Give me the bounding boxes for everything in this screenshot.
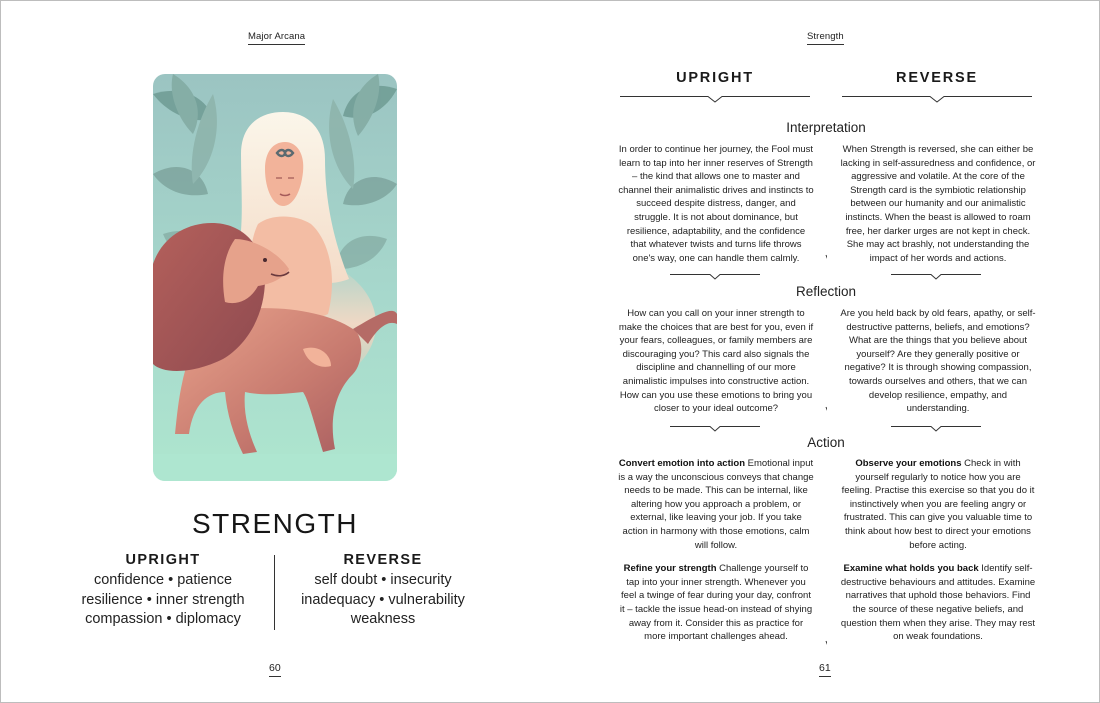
summary-upright-line: resilience • inner strength — [81, 591, 245, 608]
running-head-right: Strength — [807, 31, 844, 45]
page-number-left: 60 — [269, 662, 281, 677]
summary-reverse-heading: REVERSE — [343, 552, 423, 568]
reflection-upright-text: How can you call on your inner strength to make the choices that are best for you, even if your fears, colleagues, or family members are discouraging you? This card also signals the discipline and channelling of our more animalistic impulses into constructive action. How can you use these emotions to bring you closer to your ideal outcome? — [618, 308, 814, 415]
card-title: STRENGTH — [192, 508, 358, 539]
upright-heading-rule — [620, 92, 810, 104]
reflection-rule-upright — [670, 423, 760, 433]
page-number-right: 61 — [819, 662, 831, 677]
section-title-reflection: Reflection — [795, 284, 857, 299]
summary-reverse-line: inadequacy • vulnerability — [301, 591, 465, 608]
action-upright-text — [618, 457, 814, 654]
section-title-action: Action — [807, 435, 845, 450]
interpretation-upright-text: In order to continue her journey, the Fool must learn to tap into her inner reserves of Strength – the kind that allows one to master and channel their animalistic drives and instincts to succeed despite distress, danger, and struggle. It is not about dominance, but resilience, adaptability, and the confidence that whatever twists and turns life throws one's way, one can handle them calmly. — [618, 144, 814, 264]
action-lead: Examine what holds you back — [843, 563, 979, 575]
action-reverse-text — [840, 457, 1036, 654]
action-body: Check in with yourself regularly to notice how you are feeling. Practise this exercise so that you do it instinctively when you are feeling angry or frustrated. This can give you valuable time to think about how best to direct your emotions before acting. — [841, 458, 1035, 551]
action-body: Challenge yourself to tap into your inner strength. Whenever you feel a twinge of fear during your day, confront it – tackle the issue head-on instead of shying away from it. Consider this as practice for more important challenges ahead. — [619, 563, 813, 643]
column-heading-upright: UPRIGHT — [676, 70, 754, 86]
summary-upright-line: compassion • diplomacy — [85, 611, 241, 627]
summary-reverse — [290, 552, 476, 630]
action-divider — [825, 460, 827, 648]
action-paragraph — [618, 562, 814, 644]
interpretation-rule-reverse — [891, 271, 981, 281]
interpretation-divider — [825, 146, 827, 262]
column-heading-reverse: REVERSE — [896, 70, 978, 86]
reflection-rule-reverse — [891, 423, 981, 433]
summary-reverse-line: weakness — [350, 611, 416, 627]
interpretation-reverse-text: When Strength is reversed, she can either be lacking in self-assuredness and confidence, or aggressive and volatile. At the core of the Strength card is the symbiotic relationship between our humanity and our animalistic instincts. When the beast is allowed to roam free, her darker urges are not kept in check. She may act brashly, not understanding the impact of her words and actions. — [840, 144, 1036, 264]
summary-divider — [274, 555, 275, 630]
summary-upright-heading: UPRIGHT — [125, 552, 201, 568]
action-paragraph — [840, 457, 1036, 552]
action-paragraph — [840, 562, 1036, 644]
action-lead: Observe your emotions — [855, 458, 962, 469]
action-lead: Refine your strength — [623, 563, 717, 575]
action-body: Emotional input is a way the unconscious conveys that change needs to be made. This can be internal, like altering how you approach a problem, or external, like leaving your job. If you take action in harmony with those emotions, calm will follow. — [618, 458, 814, 551]
action-lead: Convert emotion into action — [618, 458, 745, 469]
reflection-reverse-text: Are you held back by old fears, apathy, or self-destructive patterns, beliefs, and emotions? What are the things that you believe about yourself? Are they generally positive or negative? It is through showing compassion, towards ourselves and others, that we can develop resilience, empathy, and understanding. — [840, 308, 1036, 415]
strength-card-illustration — [153, 74, 397, 481]
summary-reverse-line: self doubt • insecurity — [314, 572, 452, 588]
action-paragraph — [618, 457, 814, 552]
reflection-divider — [825, 310, 827, 414]
reverse-heading-rule — [842, 92, 1032, 104]
action-body: Identify self-destructive behaviours and attitudes. Examine narratives that uphold those behaviors. Find the source of these negative beliefs, and question them when they arise. They may rest on weak foundations. — [840, 563, 1036, 643]
summary-upright-line: confidence • patience — [93, 572, 233, 588]
summary-upright — [70, 552, 256, 630]
card-ground — [153, 454, 397, 481]
running-head-left: Major Arcana — [248, 31, 305, 45]
section-title-interpretation: Interpretation — [786, 120, 866, 135]
interpretation-rule-upright — [670, 271, 760, 281]
